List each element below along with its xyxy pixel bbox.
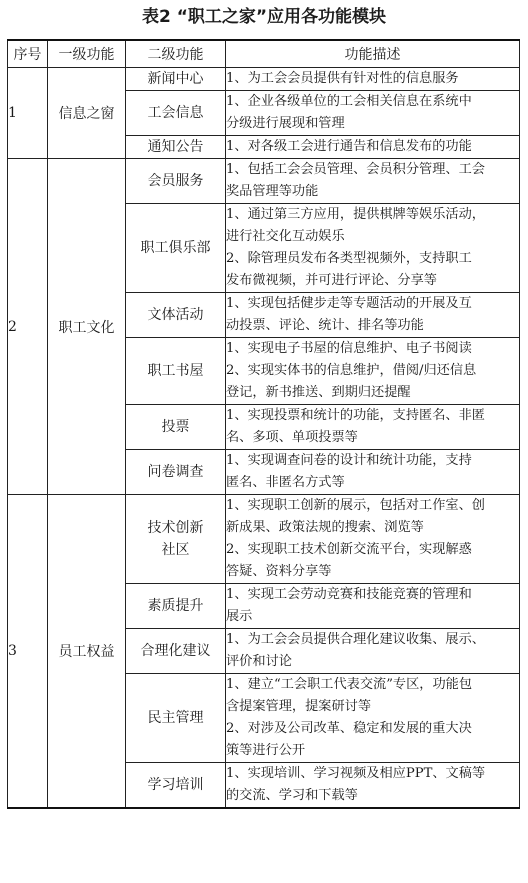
header-level2: 二级功能 [126, 40, 226, 68]
description-line: 发布微视频，并可进行评论、分享等 [226, 273, 437, 288]
level2-function [126, 293, 226, 338]
level2-function-line: 新闻中心 [147, 71, 204, 87]
level2-function-line: 学习培训 [147, 777, 204, 793]
description-line: 1、包括工会会员管理、会员积分管理、工会 [226, 162, 485, 177]
level2-function-line: 文体活动 [147, 307, 204, 323]
serial-number: 2 [8, 159, 48, 495]
header-description: 功能描述 [226, 40, 520, 68]
description-line: 1、实现投票和统计的功能，支持匿名、非匿 [226, 408, 485, 423]
level2-function [126, 91, 226, 136]
level2-function-line: 技术创新 [147, 520, 204, 536]
level2-function [126, 495, 226, 584]
function-description [226, 204, 520, 293]
level2-function [126, 763, 226, 809]
description-line: 新成果、政策法规的搜索、浏览等 [226, 520, 424, 535]
function-description [226, 495, 520, 584]
description-line: 的交流、学习和下载等 [226, 788, 358, 803]
level2-function [126, 450, 226, 495]
description-line: 进行社交化互动娱乐 [226, 229, 345, 244]
description-line: 1、实现培训、学习视频及相应PPT、文稿等 [226, 766, 486, 781]
function-description [226, 136, 520, 159]
level2-function-line: 素质提升 [147, 598, 204, 614]
level2-function [126, 584, 226, 629]
level1-function: 员工权益 [48, 495, 126, 809]
description-line: 1、实现电子书屋的信息维护、电子书阅读 [226, 341, 472, 356]
description-line: 1、实现包括健步走等专题活动的开展及互 [226, 296, 472, 311]
function-description [226, 763, 520, 809]
function-description [226, 159, 520, 204]
description-line: 1、对各级工会进行通告和信息发布的功能 [226, 139, 472, 154]
description-line: 1、实现工会劳动竞赛和技能竞赛的管理和 [226, 587, 472, 602]
serial-number: 1 [8, 68, 48, 159]
header-level1: 一级功能 [48, 40, 126, 68]
function-description [226, 405, 520, 450]
level2-function-line: 投票 [161, 419, 190, 435]
description-line: 1、为工会会员提供有针对性的信息服务 [226, 71, 459, 86]
description-line: 1、通过第三方应用，提供棋牌等娱乐活动， [226, 207, 485, 222]
level2-function-line: 社区 [161, 542, 190, 558]
level2-function [126, 338, 226, 405]
table-row [8, 68, 520, 91]
level2-function-line: 工会信息 [147, 105, 204, 121]
description-line: 匿名、非匿名方式等 [226, 475, 345, 490]
description-line: 1、企业各级单位的工会相关信息在系统中 [226, 94, 472, 109]
function-description [226, 629, 520, 674]
level2-function [126, 204, 226, 293]
level2-function [126, 68, 226, 91]
description-line: 1、建立“工会职工代表交流”专区，功能包 [226, 677, 473, 692]
function-modules-table [7, 39, 520, 809]
description-line: 奖品管理等功能 [226, 184, 319, 199]
level2-function-line: 合理化建议 [140, 643, 211, 659]
level1-function: 职工文化 [48, 159, 126, 495]
description-line: 2、对涉及公司改革、稳定和发展的重大决 [226, 721, 472, 736]
function-description [226, 91, 520, 136]
header-serial: 序号 [8, 40, 48, 68]
function-description [226, 450, 520, 495]
table-row [8, 159, 520, 204]
description-line: 答疑、资料分享等 [226, 564, 332, 579]
description-line: 2、实现实体书的信息维护，借阅/归还信息 [226, 363, 477, 378]
level2-function-line: 民主管理 [147, 710, 204, 726]
description-line: 名、多项、单项投票等 [226, 430, 358, 445]
description-line: 分级进行展现和管理 [226, 116, 345, 131]
table-body [8, 68, 520, 809]
level2-function-line: 通知公告 [147, 139, 204, 155]
function-description [226, 293, 520, 338]
level2-function-line: 职工俱乐部 [140, 240, 211, 256]
level2-function [126, 674, 226, 763]
header-row [8, 40, 520, 68]
level2-function [126, 136, 226, 159]
function-description [226, 674, 520, 763]
level2-function-line: 问卷调查 [147, 464, 204, 480]
table-title: 表2 “职工之家”应用各功能模块 [141, 7, 387, 27]
level1-function: 信息之窗 [48, 68, 126, 159]
description-line: 策等进行公开 [226, 743, 306, 758]
description-line: 1、实现职工创新的展示，包括对工作室、创 [226, 498, 485, 513]
level2-function-line: 职工书屋 [147, 363, 204, 379]
level2-function [126, 159, 226, 204]
description-line: 1、实现调查问卷的设计和统计功能，支持 [226, 453, 472, 468]
description-line: 动投票、评论、统计、排名等功能 [226, 318, 424, 333]
function-description [226, 584, 520, 629]
function-description [226, 338, 520, 405]
level2-function [126, 405, 226, 450]
description-line: 2、实现职工技术创新交流平台，实现解惑 [226, 542, 472, 557]
description-line: 2、除管理员发布各类型视频外，支持职工 [226, 251, 472, 266]
level2-function [126, 629, 226, 674]
description-line: 含提案管理，提案研讨等 [226, 699, 372, 714]
description-line: 评价和讨论 [226, 654, 292, 669]
function-description [226, 68, 520, 91]
level2-function-line: 会员服务 [147, 173, 204, 189]
description-line: 展示 [226, 609, 253, 624]
table-row [8, 495, 520, 584]
description-line: 1、为工会会员提供合理化建议收集、展示、 [226, 632, 485, 647]
description-line: 登记，新书推送、到期归还提醒 [226, 385, 411, 400]
serial-number: 3 [8, 495, 48, 809]
